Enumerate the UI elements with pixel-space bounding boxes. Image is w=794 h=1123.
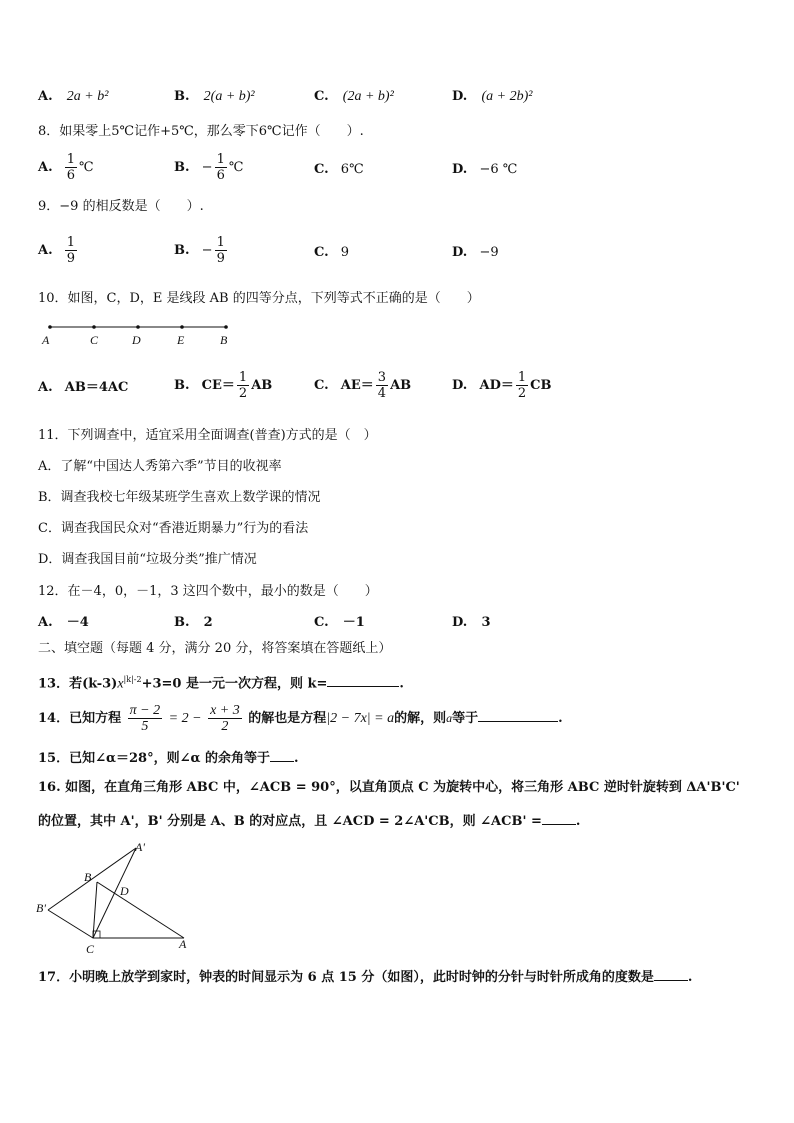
q12-option-c: C. －1 xyxy=(314,615,365,630)
fraction: $\frac{x + 3}{2}$ xyxy=(210,703,240,734)
q9-option-b: B. − $\frac{1}{9}$ xyxy=(174,235,225,266)
answer-blank[interactable] xyxy=(270,749,294,762)
fraction: $\frac{1}{2}$ xyxy=(238,370,248,401)
q9-option-c: C. 9 xyxy=(314,245,350,260)
q11-option-b: B．调查我校七年级某班学生喜欢上数学课的情况 xyxy=(38,490,321,505)
label-e: E xyxy=(177,333,185,347)
q7-option-b xyxy=(174,88,255,106)
option-label: B. xyxy=(174,160,190,175)
q7-option-d xyxy=(452,88,532,106)
fraction: $\frac{\pi - 2}{5}$ xyxy=(129,703,161,734)
point-e xyxy=(180,325,184,329)
option-label: A. xyxy=(38,615,53,630)
point-b xyxy=(224,325,228,329)
q12-option-a: A. －4 xyxy=(38,615,89,630)
q10-option-c: C. AE＝ $\frac{3}{4}$ AB xyxy=(314,370,412,401)
q7-option-a xyxy=(38,88,108,106)
side-b-prime-a-prime xyxy=(48,848,136,910)
q10-option-a: A. AB＝4AC xyxy=(38,380,129,395)
q14-stem: 14．已知方程 $\frac{\pi - 2}{5}$ = 2 − $\frac{x + 3}{2}$ 的解也是方程|2 − 7x| = a的解，则a等于 . xyxy=(38,703,563,734)
q8-option-c: C. 6℃ xyxy=(314,162,364,177)
q9-option-a xyxy=(38,235,79,266)
q10-option-b: B. CE＝ $\frac{1}{2}$ AB xyxy=(174,370,273,401)
option-label: D. xyxy=(452,245,468,260)
label-d: D xyxy=(132,333,141,347)
triangle-figure xyxy=(34,838,194,958)
option-label: C. xyxy=(314,378,329,393)
fraction: $\frac{3}{4}$ xyxy=(377,370,387,401)
label-a: A xyxy=(42,333,50,347)
q12-option-b: B. 2 xyxy=(174,615,213,630)
option-label: B. xyxy=(174,89,190,104)
q12-option-d: D. 3 xyxy=(452,615,491,630)
answer-blank[interactable] xyxy=(654,968,688,981)
point-a xyxy=(48,325,52,329)
option-label: A. xyxy=(38,89,53,104)
answer-blank[interactable] xyxy=(542,812,576,825)
q10-stem: 10．如图，C，D，E 是线段 AB 的四等分点，下列等式不正确的是（ ） xyxy=(38,291,480,306)
q8-option-a: A. $\frac{1}{6}$ ℃ xyxy=(38,152,94,183)
answer-blank[interactable] xyxy=(478,709,558,722)
option-label: C. xyxy=(314,615,329,630)
option-label: A. xyxy=(38,160,53,175)
q12-stem: 12．在－4，0，－1，3 这四个数中，最小的数是（ ） xyxy=(38,584,378,599)
q11-stem: 11．下列调查中，适宜采用全面调查(普查)方式的是（ ） xyxy=(38,428,377,443)
point-d xyxy=(136,325,140,329)
q16-stem-line2: 的位置，其中 A'，B' 分别是 A、B 的对应点，且 ∠ACD = 2∠A'CB，则 ∠ACB' = . xyxy=(38,814,581,829)
option-label: B. xyxy=(174,243,190,258)
option-label: C. xyxy=(314,89,329,104)
q8-option-d: D. −6 ℃ xyxy=(452,162,518,177)
q11-option-d: D．调查我国目前“垃圾分类”推广情况 xyxy=(38,552,257,567)
side-ca-prime xyxy=(93,848,136,938)
q7-option-c xyxy=(314,88,394,106)
q15-stem: 15．已知∠α＝28°，则∠α 的余角等于 . xyxy=(38,751,299,766)
label-a-prime: A' xyxy=(135,840,145,854)
side-ba xyxy=(97,882,184,938)
q9-option-d: D. −9 xyxy=(452,245,499,260)
option-label: D. xyxy=(452,378,468,393)
label-c: C xyxy=(86,942,95,956)
side-cb-prime xyxy=(48,910,93,938)
option-label: C. xyxy=(314,162,329,177)
q8-option-b: B. − $\frac{1}{6}$ ℃ xyxy=(174,152,244,183)
option-label: B. xyxy=(174,615,190,630)
side-cb xyxy=(93,882,97,938)
label-b: B xyxy=(220,333,228,347)
fraction: $\frac{1}{9}$ xyxy=(66,235,76,266)
q17-stem: 17．小明晚上放学到家时，钟表的时间显示为 6 点 15 分（如图），此时时钟的分针与时针所成角的度数是 . xyxy=(38,970,693,985)
q11-option-a: A．了解“中国达人秀第六季”节目的收视率 xyxy=(38,459,282,474)
fraction: $\frac{1}{6}$ xyxy=(216,152,225,183)
label-b: B xyxy=(84,870,92,884)
option-expression: (a + 2b)² xyxy=(481,89,533,104)
section-heading: 二、填空题（每题 4 分，满分 20 分，将答案填在答题纸上） xyxy=(38,641,392,656)
q8-stem: 8．如果零上5℃记作+5℃，那么零下6℃记作（ ）. xyxy=(38,124,364,139)
fraction: $\frac{1}{2}$ xyxy=(517,370,527,401)
q16-stem-line1: 16. 如图，在直角三角形 ABC 中，∠ACB = 90°，以直角顶点 C 为旋转中心，将三角形 ABC 逆时针旋转到 ΔA'B'C' xyxy=(38,780,740,795)
option-expression: (2a + b)² xyxy=(342,89,394,104)
option-expression: 2a + b² xyxy=(66,89,109,104)
option-label: A. xyxy=(38,380,53,395)
answer-blank[interactable] xyxy=(327,674,399,687)
option-expression: 2(a + b)² xyxy=(203,89,255,104)
q10-option-d: D. AD＝ $\frac{1}{2}$ CB xyxy=(452,370,552,401)
option-label: A. xyxy=(38,243,53,258)
q11-option-c: C．调查我国民众对“香港近期暴力”行为的看法 xyxy=(38,521,309,536)
label-d: D xyxy=(120,884,129,898)
segment-diagram xyxy=(38,318,238,348)
option-label: D. xyxy=(452,89,468,104)
q9-stem: 9．−9 的相反数是（ ）. xyxy=(38,199,204,214)
option-label: D. xyxy=(452,615,468,630)
label-c: C xyxy=(90,333,99,347)
option-label: D. xyxy=(452,162,468,177)
option-label: C. xyxy=(314,245,329,260)
q13-stem: 13．若$(k-3)x^{|k|-2}+3=0$ 是一元一次方程，则 k= . xyxy=(38,675,404,692)
fraction: $\frac{1}{9}$ xyxy=(216,235,225,266)
option-label: B. xyxy=(174,378,190,393)
point-c xyxy=(92,325,96,329)
fraction: $\frac{1}{6}$ xyxy=(66,152,76,183)
label-b-prime: B' xyxy=(36,901,46,915)
label-a: A xyxy=(179,937,187,951)
